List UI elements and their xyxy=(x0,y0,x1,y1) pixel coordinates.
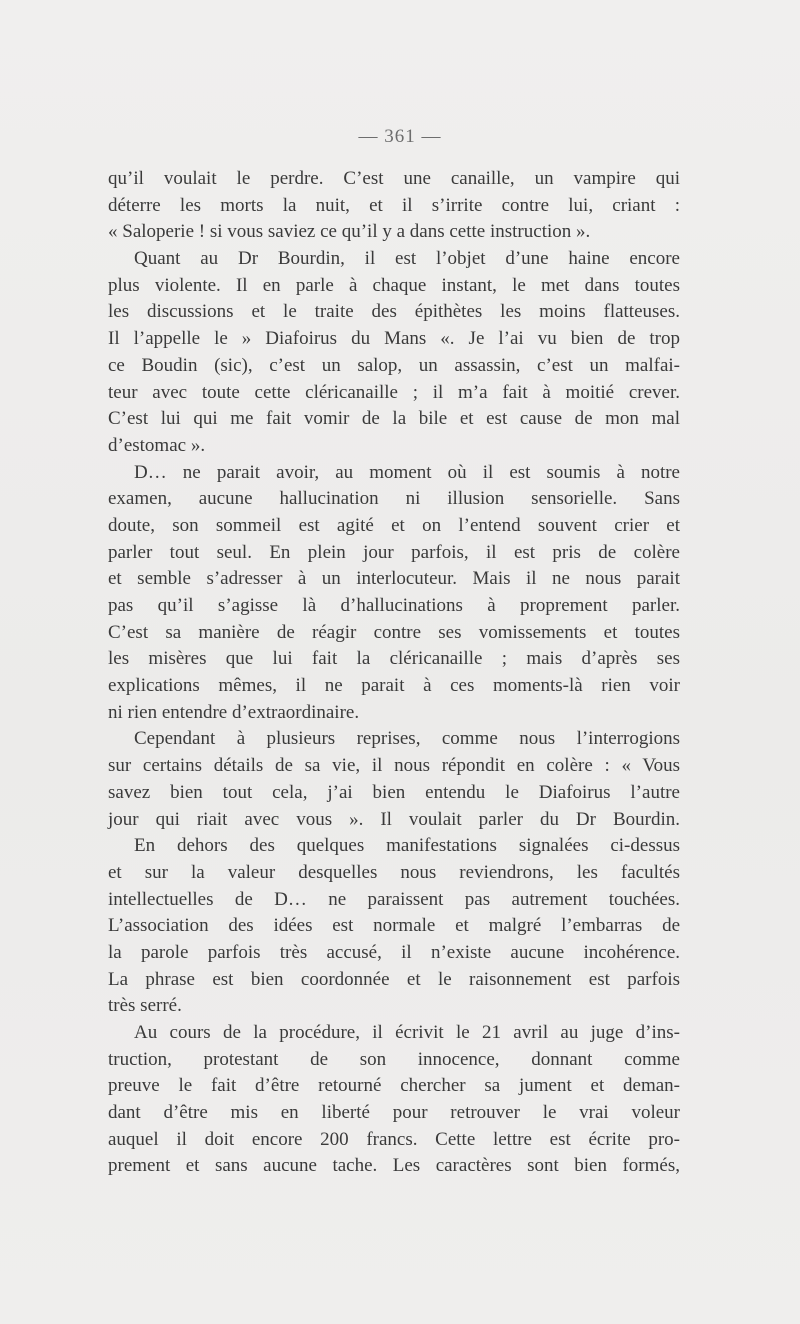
text-line: D… ne parait avoir, au moment où il est soumis à notre xyxy=(134,461,680,483)
text-line: truction, protestant de son innocence, donnant comme xyxy=(108,1048,680,1070)
text-line: « Saloperie ! si vous saviez ce qu’il y a dans cette instruction ». xyxy=(108,221,591,243)
text-line: preuve le fait d’être retourné chercher sa jument et deman- xyxy=(108,1075,680,1097)
text-line: examen, aucune hallucination ni illusion sensorielle. Sans xyxy=(108,488,680,510)
text-line: Il l’appelle le » Diafoirus du Mans «. Je l’ai vu bien de trop xyxy=(108,328,680,350)
text-line: sur certains détails de sa vie, il nous répondit en colère : « Vous xyxy=(108,755,680,777)
text-line: La phrase est bien coordonnée et le raisonnement est parfois xyxy=(108,968,680,990)
text-line: savez bien tout cela, j’ai bien entendu le Diafoirus l’autre xyxy=(108,781,680,803)
text-line: les misères que lui fait la cléricanaille ; mais d’après ses xyxy=(108,648,680,670)
text-line: très serré. xyxy=(108,995,182,1017)
text-line: qu’il voulait le perdre. C’est une canaille, un vampire qui xyxy=(108,168,680,189)
text-line: dant d’être mis en liberté pour retrouver le vrai voleur xyxy=(108,1102,680,1124)
text-line: ce Boudin (sic), c’est un salop, un assassin, c’est un malfai- xyxy=(108,354,680,376)
body-text xyxy=(108,166,680,1180)
text-line: les discussions et le traite des épithètes les moins flatteuses. xyxy=(108,301,680,323)
text-line: déterre les morts la nuit, et il s’irrite contre lui, criant : xyxy=(108,194,680,216)
text-line: jour qui riait avec vous ». Il voulait parler du Dr Bourdin. xyxy=(108,808,680,830)
text-line: En dehors des quelques manifestations signalées ci-dessus xyxy=(134,835,680,857)
text-line: Au cours de la procédure, il écrivit le 21 avril au juge d’ins- xyxy=(134,1022,680,1043)
text-line: teur avec toute cette cléricanaille ; il m’a fait à moitié crever. xyxy=(108,381,680,403)
text-line: la parole parfois très accusé, il n’existe aucune incohérence. xyxy=(108,941,680,963)
text-line: L’association des idées est normale et malgré l’embarras de xyxy=(108,915,680,937)
text-line: d’estomac ». xyxy=(108,434,206,456)
page-number: — 361 — xyxy=(358,126,442,147)
text-line: et sur la valeur desquelles nous reviendrons, les facultés xyxy=(108,861,680,883)
text-line: ni rien entendre d’extraordinaire. xyxy=(108,701,360,723)
text-line: parler tout seul. En plein jour parfois, il est pris de colère xyxy=(108,541,680,563)
text-line: Quant au Dr Bourdin, il est l’objet d’une haine encore xyxy=(134,248,680,270)
text-line: explications mêmes, il ne parait à ces moments-là rien voir xyxy=(108,675,680,697)
text-line: et semble s’adresser à un interlocuteur. Mais il ne nous parait xyxy=(108,568,680,590)
text-line: auquel il doit encore 200 francs. Cette lettre est écrite pro- xyxy=(108,1128,680,1150)
text-line: doute, son sommeil est agité et on l’entend souvent crier et xyxy=(108,514,680,536)
text-line: plus violente. Il en parle à chaque instant, le met dans toutes xyxy=(108,274,680,296)
text-line: prement et sans aucune tache. Les caractères sont bien formés, xyxy=(108,1155,680,1177)
text-line: pas qu’il s’agisse là d’hallucinations à proprement parler. xyxy=(108,595,680,616)
text-line: intellectuelles de D… ne paraissent pas autrement touchées. xyxy=(108,888,680,910)
text-line: Cependant à plusieurs reprises, comme nous l’interrogions xyxy=(134,728,680,750)
text-line: C’est sa manière de réagir contre ses vomissements et toutes xyxy=(108,621,680,643)
text-line: C’est lui qui me fait vomir de la bile et est cause de mon mal xyxy=(108,408,680,430)
